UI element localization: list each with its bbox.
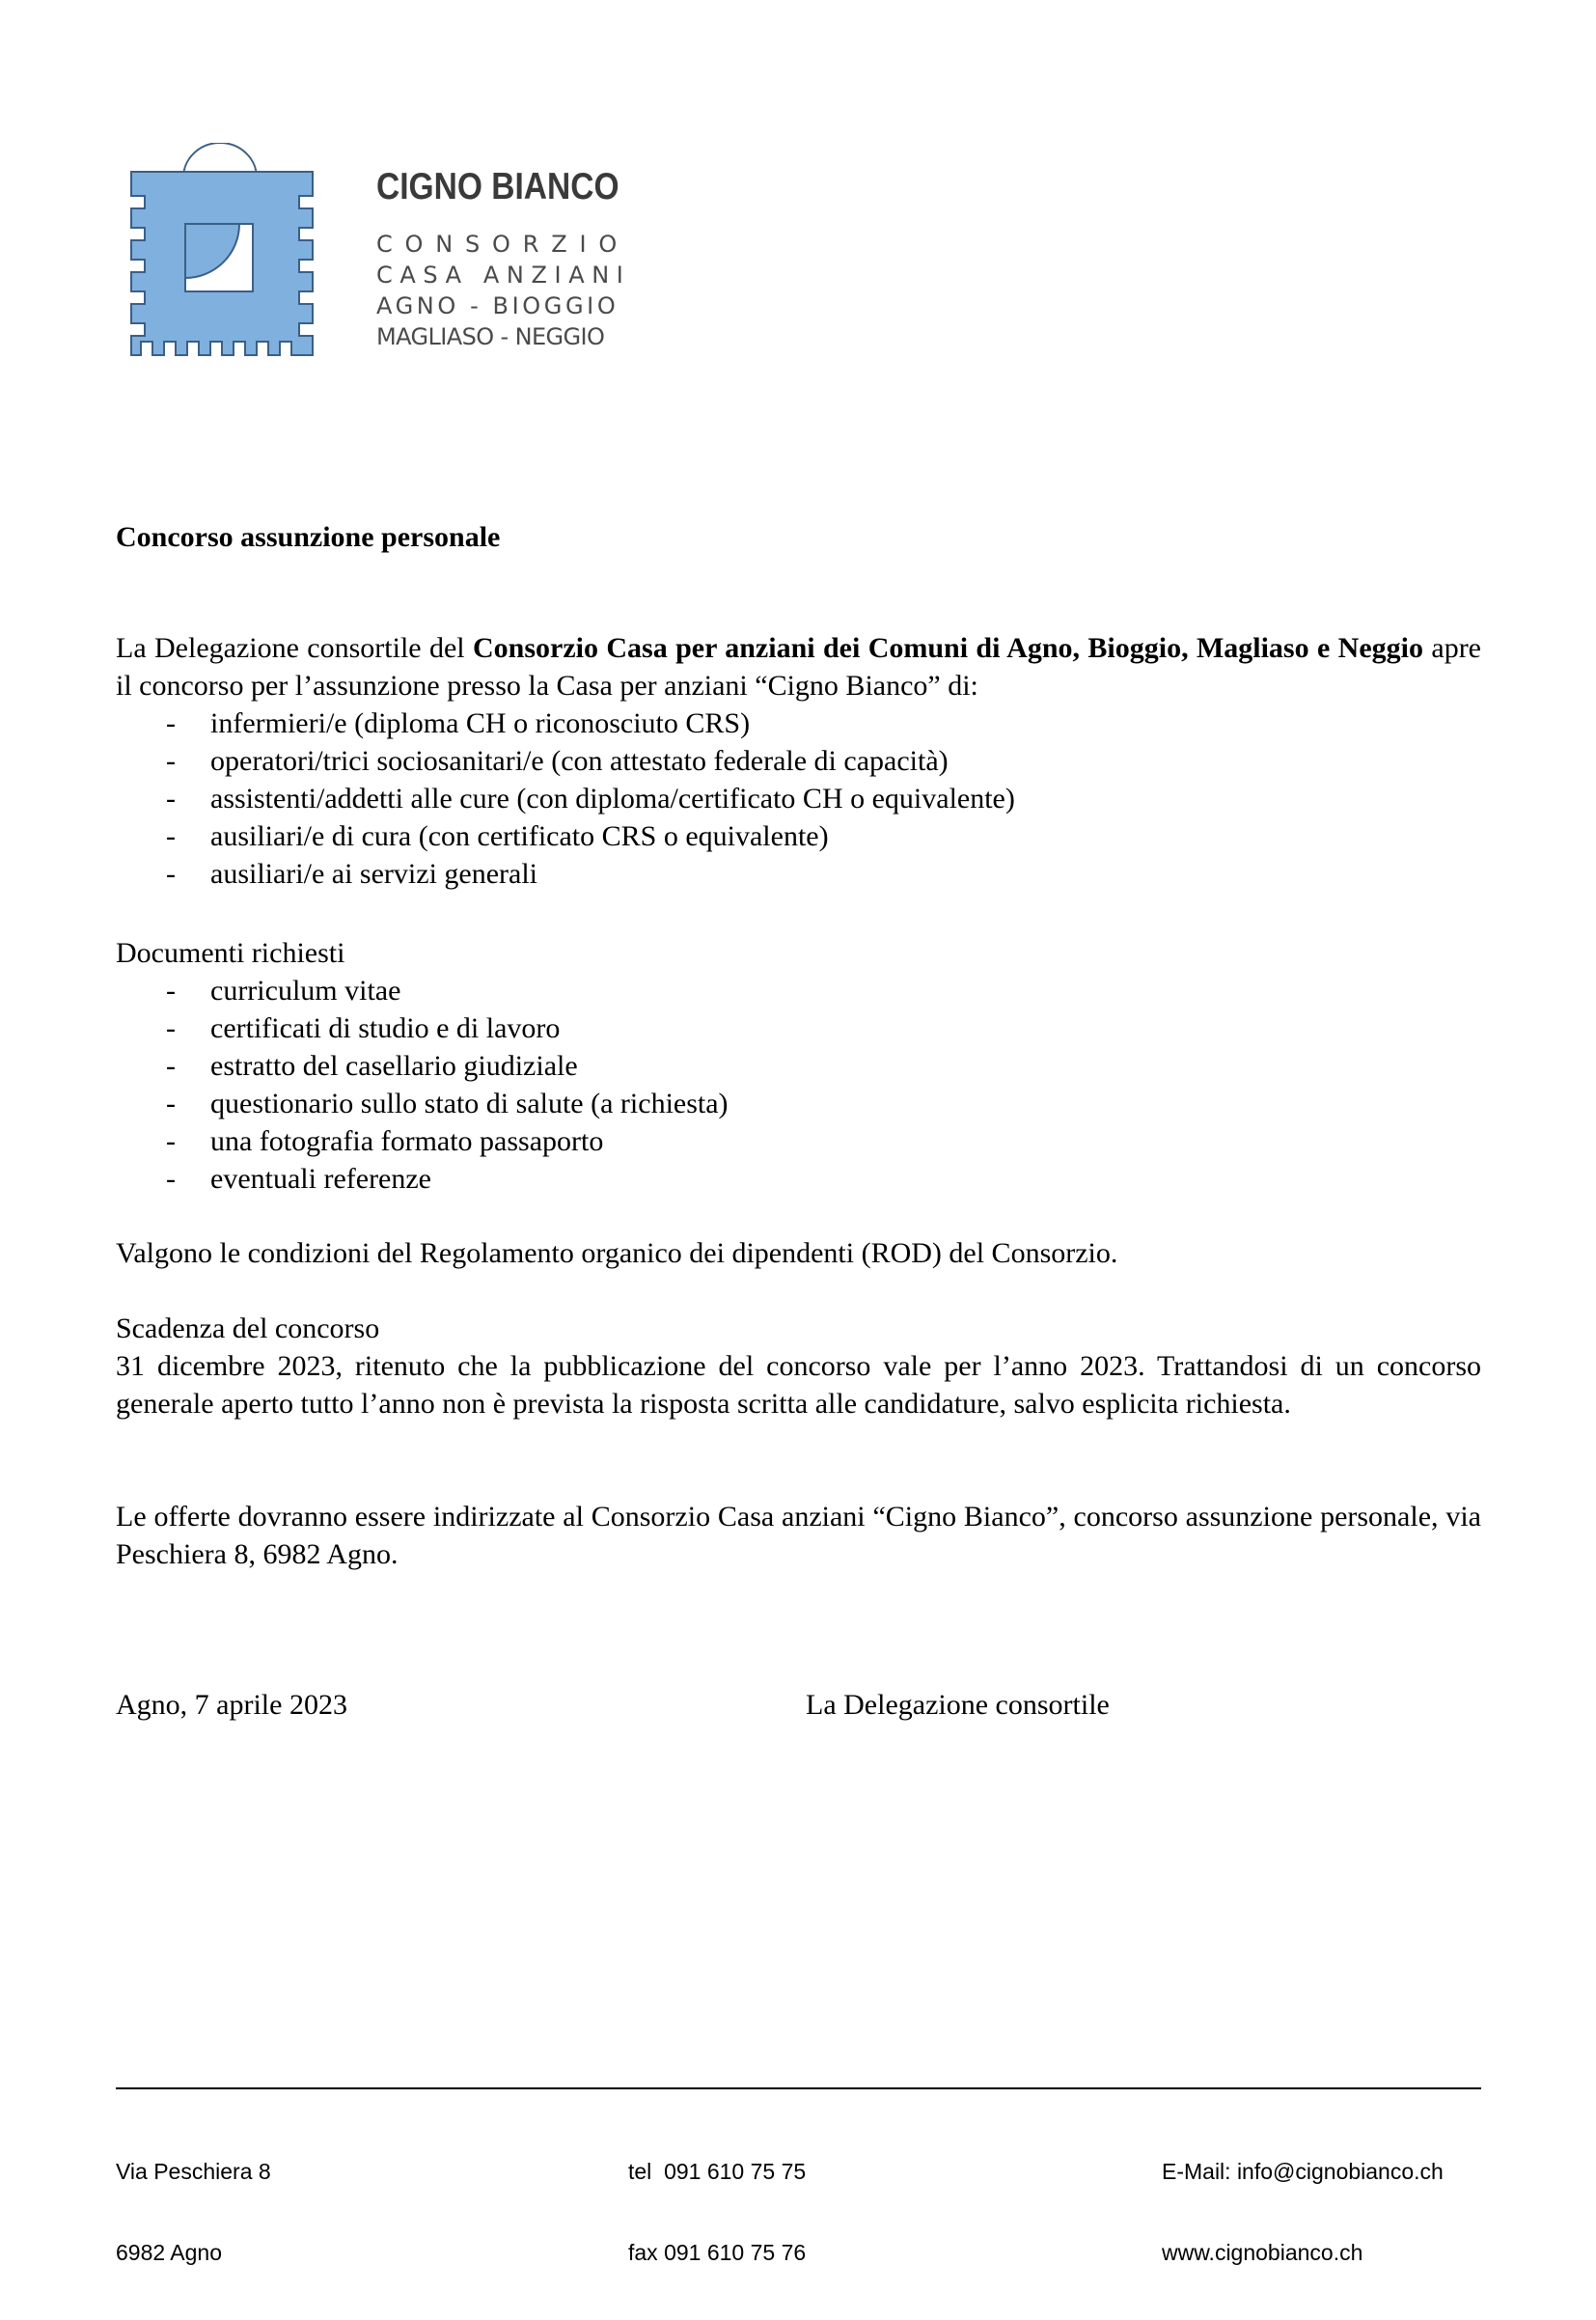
deadline-title: Scadenza del concorso xyxy=(116,1312,380,1344)
footer-address xyxy=(116,2104,271,2320)
footer-phone-block xyxy=(628,2104,806,2320)
signature: La Delegazione consortile xyxy=(806,1689,1110,1721)
list-item: - curriculum vitae xyxy=(116,972,1481,1009)
footer-fax: fax 091 610 75 76 xyxy=(628,2240,807,2265)
brand-line-4: MAGLIASO - NEGGIO xyxy=(376,323,605,350)
cigno-bianco-logo-icon xyxy=(125,143,318,359)
intro-consortium-name: Consorzio Casa per anziani dei Comuni di Agno, Bioggio, Magliaso e Neggio xyxy=(473,632,1423,664)
footer-contact-block xyxy=(1162,2104,1444,2320)
deadline-text: 31 dicembre 2023, ritenuto che la pubblicazione del concorso vale per l’anno 2023. Trattandosi di un concorso generale aperto tutto l’anno non è prevista la risposta scritta alle candidature, salvo esplicita richiesta. xyxy=(116,1350,1481,1420)
intro-suffix: apre il concorso per l’assunzione presso la Casa per anziani “Cigno Bianco” di: xyxy=(116,632,1481,702)
brand-line-3: AGNO - BIOGGIO xyxy=(376,292,619,319)
offers-paragraph: Le offerte dovranno essere indirizzate al Consorzio Casa anziani “Cigno Bianco”, concorso assunzione personale, via Peschiera 8, 6982 Agno. xyxy=(116,1501,1481,1570)
list-item: - estratto del casellario giudiziale xyxy=(116,1047,1481,1085)
documents-list xyxy=(116,972,1481,1198)
place-date: Agno, 7 aprile 2023 xyxy=(116,1689,347,1721)
documents-section xyxy=(116,934,1481,1198)
brand-name: CIGNO BIANCO xyxy=(376,166,619,207)
list-item: - ausiliari/e di cura (con certificato CRS o equivalente) xyxy=(116,817,1481,855)
deadline-section xyxy=(116,1310,1481,1422)
footer-phone: tel 091 610 75 75 xyxy=(628,2159,807,2184)
list-item: - una fotografia formato passaporto xyxy=(116,1122,1481,1160)
brand-line-2: CASA ANZIANI xyxy=(376,262,631,289)
intro-prefix: La Delegazione consortile del xyxy=(116,632,474,664)
list-item: - operatori/trici sociosanitari/e (con attestato federale di capacità) xyxy=(116,742,1481,780)
logo-text-block xyxy=(376,166,659,352)
list-item: - questionario sullo stato di salute (a richiesta) xyxy=(116,1085,1481,1122)
list-item: - certificati di studio e di lavoro xyxy=(116,1009,1481,1047)
footer-city: 6982 Agno xyxy=(116,2240,223,2265)
intro-paragraph xyxy=(116,629,1481,704)
list-item: - assistenti/addetti alle cure (con diploma/certificato CH o equivalente) xyxy=(116,780,1481,817)
footer-email: E-Mail: info@cignobianco.ch xyxy=(1162,2159,1444,2184)
brand-line-1: CONSORZIO xyxy=(376,231,630,258)
conditions-paragraph: Valgono le condizioni del Regolamento organico dei dipendenti (ROD) del Consorzio. xyxy=(116,1237,1118,1269)
document-title: Concorso assunzione personale xyxy=(116,521,501,553)
positions-list xyxy=(116,704,1481,893)
brand-subtitle xyxy=(376,229,659,352)
list-item: - ausiliari/e ai servizi generali xyxy=(116,855,1481,893)
footer-street: Via Peschiera 8 xyxy=(116,2159,271,2184)
footer-website: www.cignobianco.ch xyxy=(1162,2240,1363,2265)
list-item: - eventuali referenze xyxy=(116,1160,1481,1198)
footer-divider xyxy=(116,2087,1481,2089)
list-item: - infermieri/e (diploma CH o riconosciuto CRS) xyxy=(116,704,1481,742)
intro-section xyxy=(116,629,1481,893)
documents-title: Documenti richiesti xyxy=(116,937,345,969)
